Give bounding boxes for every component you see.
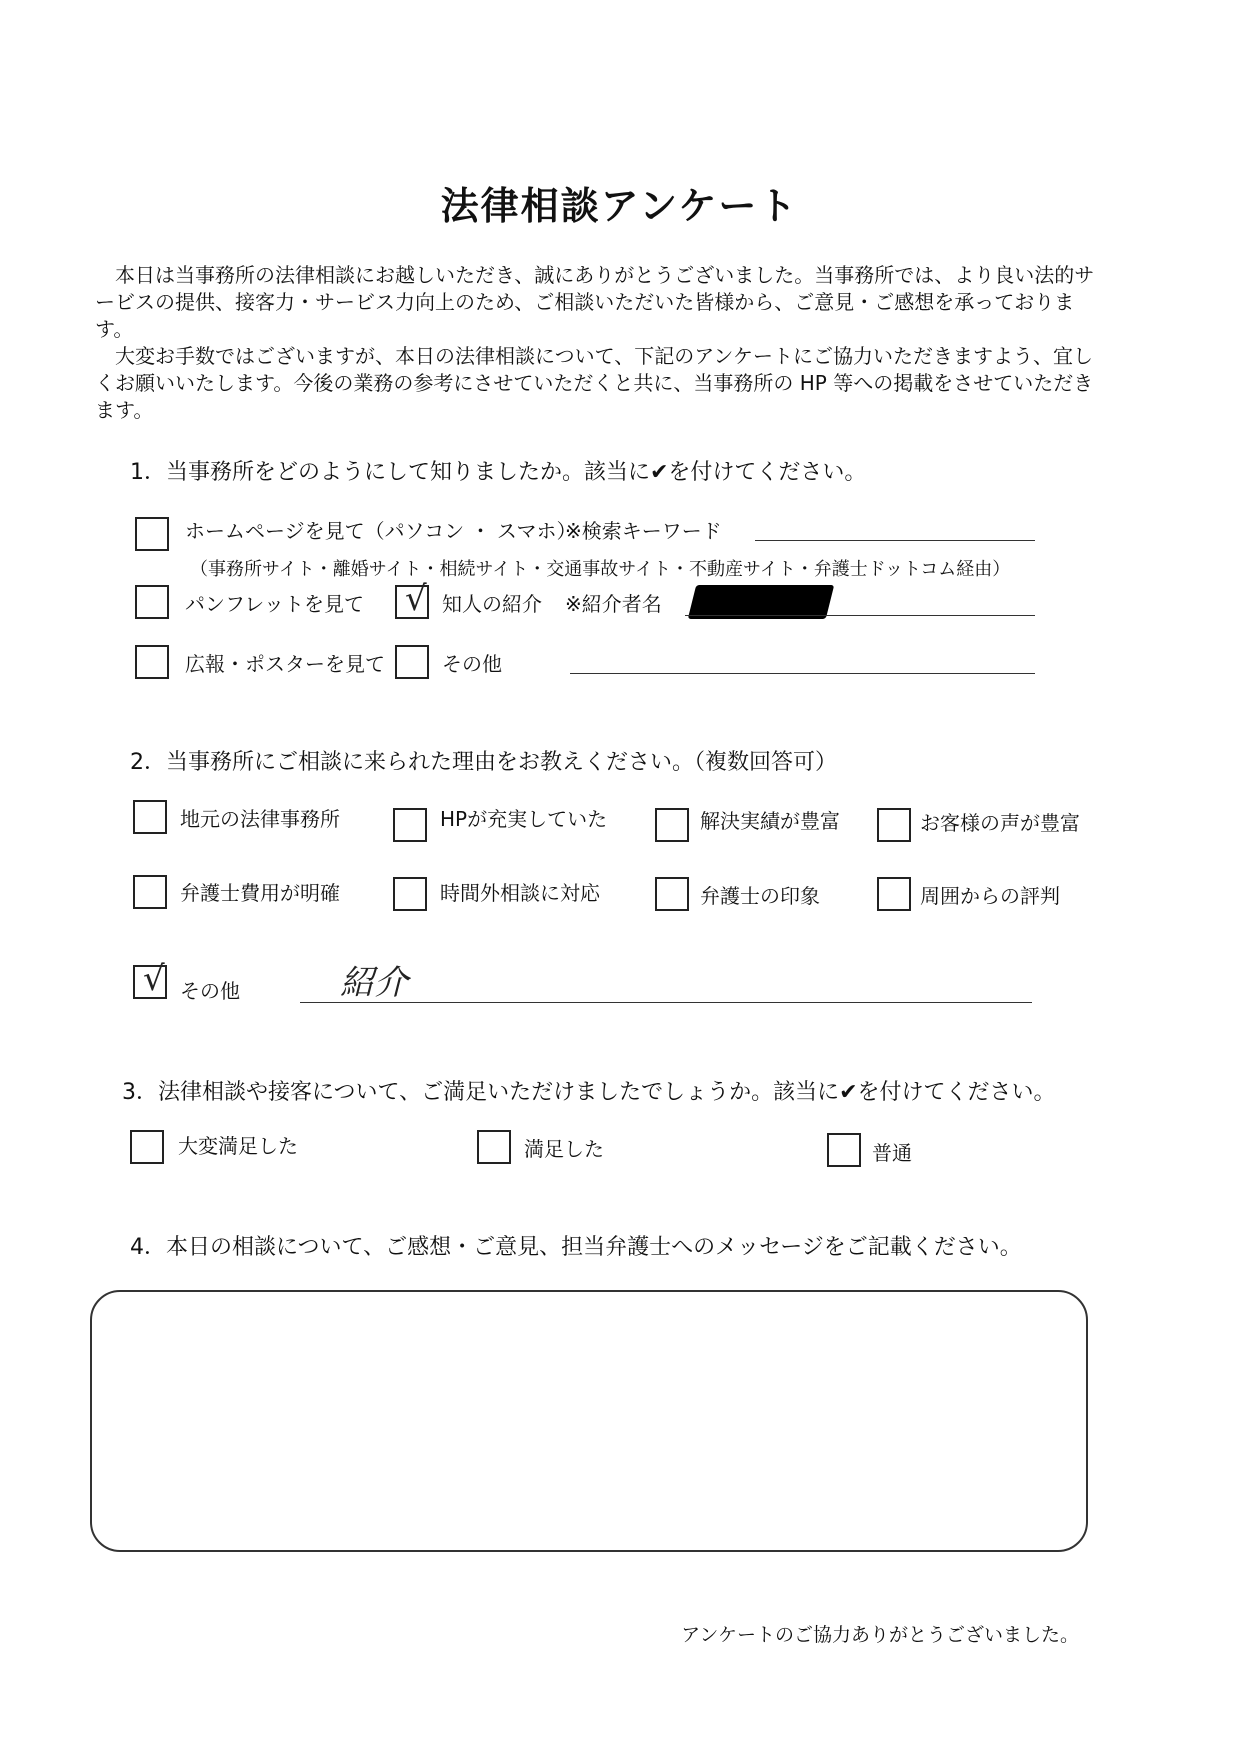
q1-keyword-label: ※検索キーワード: [565, 519, 722, 543]
q3-option-checkbox[interactable]: [827, 1133, 861, 1167]
q2-option-checkbox[interactable]: [393, 808, 427, 842]
q1-keyword-line[interactable]: [755, 540, 1035, 541]
q2-option-label: 弁護士の印象: [700, 884, 820, 908]
comment-textarea[interactable]: [90, 1290, 1088, 1552]
q2-label: 2．当事務所にご相談に来られた理由をお教えください。（複数回答可）: [130, 750, 837, 775]
redacted-referrer-name: [688, 585, 834, 619]
q1-hp-label: ホームページを見て（パソコン ・ スマホ）: [185, 519, 577, 543]
q3-option-checkbox[interactable]: [477, 1130, 511, 1164]
q1-hp-checkbox[interactable]: [135, 517, 169, 551]
q1-label: 1．当事務所をどのようにして知りましたか。該当に✔を付けてください。: [130, 460, 867, 485]
q2-option-label: 弁護士費用が明確: [180, 881, 340, 905]
footer-thanks: アンケートのご協力ありがとうございました。: [681, 1624, 1079, 1646]
q3-option-label: 満足した: [524, 1137, 604, 1161]
page-title: 法律相談アンケート: [440, 184, 799, 228]
q2-option-checkbox[interactable]: [133, 800, 167, 834]
intro-text: [95, 262, 1095, 424]
q1-referral-check-mark: √: [405, 579, 427, 619]
q2-option-checkbox[interactable]: [393, 877, 427, 911]
q1-pamphlet-label: パンフレットを見て: [185, 592, 364, 616]
q3-label: 3．法律相談や接客について、ご満足いただけましたでしょうか。該当に✔を付けてください。: [122, 1080, 1056, 1105]
q1-referrer-line[interactable]: [685, 615, 1035, 616]
q2-other-check-mark: √: [143, 959, 165, 999]
q2-option-checkbox[interactable]: [877, 808, 911, 842]
q1-poster-checkbox[interactable]: [135, 645, 169, 679]
q1-poster-label: 広報・ポスターを見て: [185, 652, 385, 676]
q4-label: 4．本日の相談について、ご感想・ご意見、担当弁護士へのメッセージをご記載ください。: [130, 1235, 1022, 1260]
q1-other-line[interactable]: [570, 673, 1035, 674]
q2-option-label: 地元の法律事務所: [180, 807, 340, 831]
q1-other-label: その他: [442, 652, 502, 676]
q1-referrer-label: ※紹介者名: [565, 592, 662, 616]
q1-hp-sites: （事務所サイト・離婚サイト・相続サイト・交通事故サイト・不動産サイト・弁護士ドットコム経由）: [190, 559, 1011, 580]
q2-other-handwritten: 紹介: [340, 963, 408, 1003]
q2-option-label: 時間外相談に対応: [440, 881, 600, 905]
q1-other-checkbox[interactable]: [395, 645, 429, 679]
q3-option-label: 大変満足した: [178, 1134, 298, 1158]
q3-option-label: 普通: [872, 1141, 912, 1165]
q1-referral-label: 知人の紹介: [442, 592, 542, 616]
intro-paragraph-2: 大変お手数ではございますが、本日の法律相談について、下記のアンケートにご協力いただきますよう、宜しくお願いいたします。今後の業務の参考にさせていただくと共に、当事務所の HP 等への掲載をさせていただきます。: [95, 344, 1094, 422]
q2-option-checkbox[interactable]: [877, 877, 911, 911]
q2-option-checkbox[interactable]: [655, 808, 689, 842]
q2-option-checkbox[interactable]: [133, 875, 167, 909]
q3-option-checkbox[interactable]: [130, 1130, 164, 1164]
q2-option-label: 解決実績が豊富: [700, 809, 840, 833]
q2-option-checkbox[interactable]: [655, 877, 689, 911]
q2-other-line[interactable]: [300, 1002, 1032, 1003]
q2-option-label: 周囲からの評判: [920, 884, 1060, 908]
q1-pamphlet-checkbox[interactable]: [135, 585, 169, 619]
intro-paragraph-1: 本日は当事務所の法律相談にお越しいただき、誠にありがとうございました。当事務所では、より良い法的サービスの提供、接客力・サービス力向上のため、ご相談いただいた皆様から、ご意見・ご感想を承っております。: [95, 263, 1095, 341]
q2-other-label: その他: [180, 979, 240, 1003]
q2-option-label: お客様の声が豊富: [920, 811, 1080, 835]
q2-option-label: HPが充実していた: [440, 807, 608, 831]
